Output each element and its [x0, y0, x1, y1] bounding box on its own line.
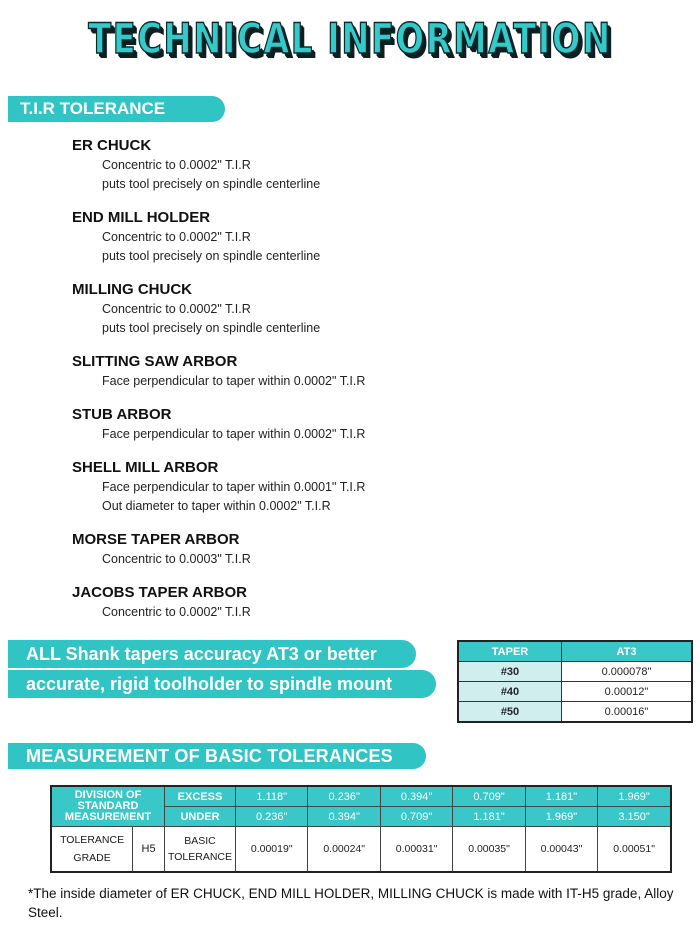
- excess-value: 0.709": [453, 786, 525, 807]
- measurement-table: [50, 785, 672, 873]
- taper-size: #40: [458, 682, 562, 702]
- tol-item-jacobs-taper-arbor: [72, 583, 492, 622]
- tol-item-stub-arbor: [72, 405, 492, 444]
- tir-tolerance-list: [72, 136, 492, 636]
- basic-tolerance-value: 0.00035": [453, 827, 525, 873]
- tol-item-spec: Out diameter to taper within 0.0002" T.I.R: [102, 499, 331, 513]
- basic-tolerance-label: BASIC TOLERANCE: [165, 827, 236, 873]
- table-header-row: [458, 641, 692, 662]
- under-value: 0.709": [380, 807, 452, 827]
- excess-value: 0.394": [380, 786, 452, 807]
- basic-tolerance-value: 0.00043": [525, 827, 597, 873]
- tol-item-name: END MILL HOLDER: [72, 209, 211, 226]
- excess-label: EXCESS: [165, 786, 236, 807]
- tol-item-name: MILLING CHUCK: [72, 281, 192, 298]
- excess-value: 1.969": [598, 786, 671, 807]
- taper-size: #50: [458, 702, 562, 723]
- tol-item-spec: Concentric to 0.0002" T.I.R: [102, 158, 251, 172]
- tol-item-end-mill-holder: [72, 208, 492, 266]
- taper-at3-value: 0.000078": [562, 662, 693, 682]
- tol-item-name: JACOBS TAPER ARBOR: [72, 584, 248, 601]
- tol-item-name: ER CHUCK: [72, 137, 152, 154]
- table-row: [458, 662, 692, 682]
- tol-item-spec: Concentric to 0.0002" T.I.R: [102, 230, 251, 244]
- tol-item-milling-chuck: [72, 280, 492, 338]
- under-value: 3.150": [598, 807, 671, 827]
- excess-value: 1.118": [236, 786, 308, 807]
- taper-at3-value: 0.00016": [562, 702, 693, 723]
- tol-item-name: SLITTING SAW ARBOR: [72, 353, 238, 370]
- at3-header: AT3: [562, 641, 693, 662]
- tol-item-spec: puts tool precisely on spindle centerline: [102, 321, 321, 335]
- basic-tolerance-value: 0.00051": [598, 827, 671, 873]
- tol-item-name: MORSE TAPER ARBOR: [72, 531, 240, 548]
- tol-item-spec: Concentric to 0.0002" T.I.R: [102, 605, 251, 619]
- tol-item-slitting-saw-arbor: [72, 352, 492, 391]
- basic-tolerance-value: 0.00019": [236, 827, 308, 873]
- division-label: DIVISION OF STANDARD MEASUREMENT: [51, 786, 165, 827]
- under-value: 1.969": [525, 807, 597, 827]
- tol-item-spec: Concentric to 0.0002" T.I.R: [102, 302, 251, 316]
- tol-item-spec: Concentric to 0.0003" T.I.R: [102, 552, 251, 566]
- excess-value: 0.236": [308, 786, 380, 807]
- excess-value: 1.181": [525, 786, 597, 807]
- tol-item-spec: Face perpendicular to taper within 0.0002" T.I.R: [102, 374, 366, 388]
- tol-item-spec: puts tool precisely on spindle centerline: [102, 249, 321, 263]
- tolerance-grade-label: TOLERANCE GRADE: [51, 827, 133, 873]
- table-row: [458, 702, 692, 723]
- table-row-basic: [51, 827, 671, 873]
- tol-item-morse-taper-arbor: [72, 530, 492, 569]
- taper-header: TAPER: [458, 641, 562, 662]
- tol-item-spec: puts tool precisely on spindle centerline: [102, 177, 321, 191]
- basic-tolerance-value: 0.00031": [380, 827, 452, 873]
- footnote: *The inside diameter of ER CHUCK, END MILL HOLDER, MILLING CHUCK is made with IT-H5 grade, Alloy Steel.: [28, 886, 674, 920]
- tol-item-spec: Face perpendicular to taper within 0.0002" T.I.R: [102, 427, 366, 441]
- table-row-excess: [51, 786, 671, 807]
- table-row: [458, 682, 692, 702]
- basic-tolerance-value: 0.00024": [308, 827, 380, 873]
- shank-accuracy-banner: ALL Shank tapers accuracy AT3 or better: [8, 640, 416, 668]
- under-value: 1.181": [453, 807, 525, 827]
- tol-item-er-chuck: [72, 136, 492, 194]
- tol-item-name: SHELL MILL ARBOR: [72, 459, 219, 476]
- shank-mount-banner: accurate, rigid toolholder to spindle mount: [8, 670, 436, 698]
- taper-size: #30: [458, 662, 562, 682]
- tol-item-spec: Face perpendicular to taper within 0.0001" T.I.R: [102, 480, 366, 494]
- under-label: UNDER: [165, 807, 236, 827]
- tol-item-name: STUB ARBOR: [72, 406, 172, 423]
- tolerance-grade-value: H5: [133, 827, 165, 873]
- measurement-banner: MEASUREMENT OF BASIC TOLERANCES: [8, 743, 426, 769]
- tir-tolerance-banner: T.I.R TOLERANCE: [8, 96, 225, 122]
- under-value: 0.394": [308, 807, 380, 827]
- taper-table: [457, 640, 693, 723]
- under-value: 0.236": [236, 807, 308, 827]
- tol-item-shell-mill-arbor: [72, 458, 492, 516]
- taper-at3-value: 0.00012": [562, 682, 693, 702]
- page-title: TECHNICAL INFORMATION: [88, 14, 612, 63]
